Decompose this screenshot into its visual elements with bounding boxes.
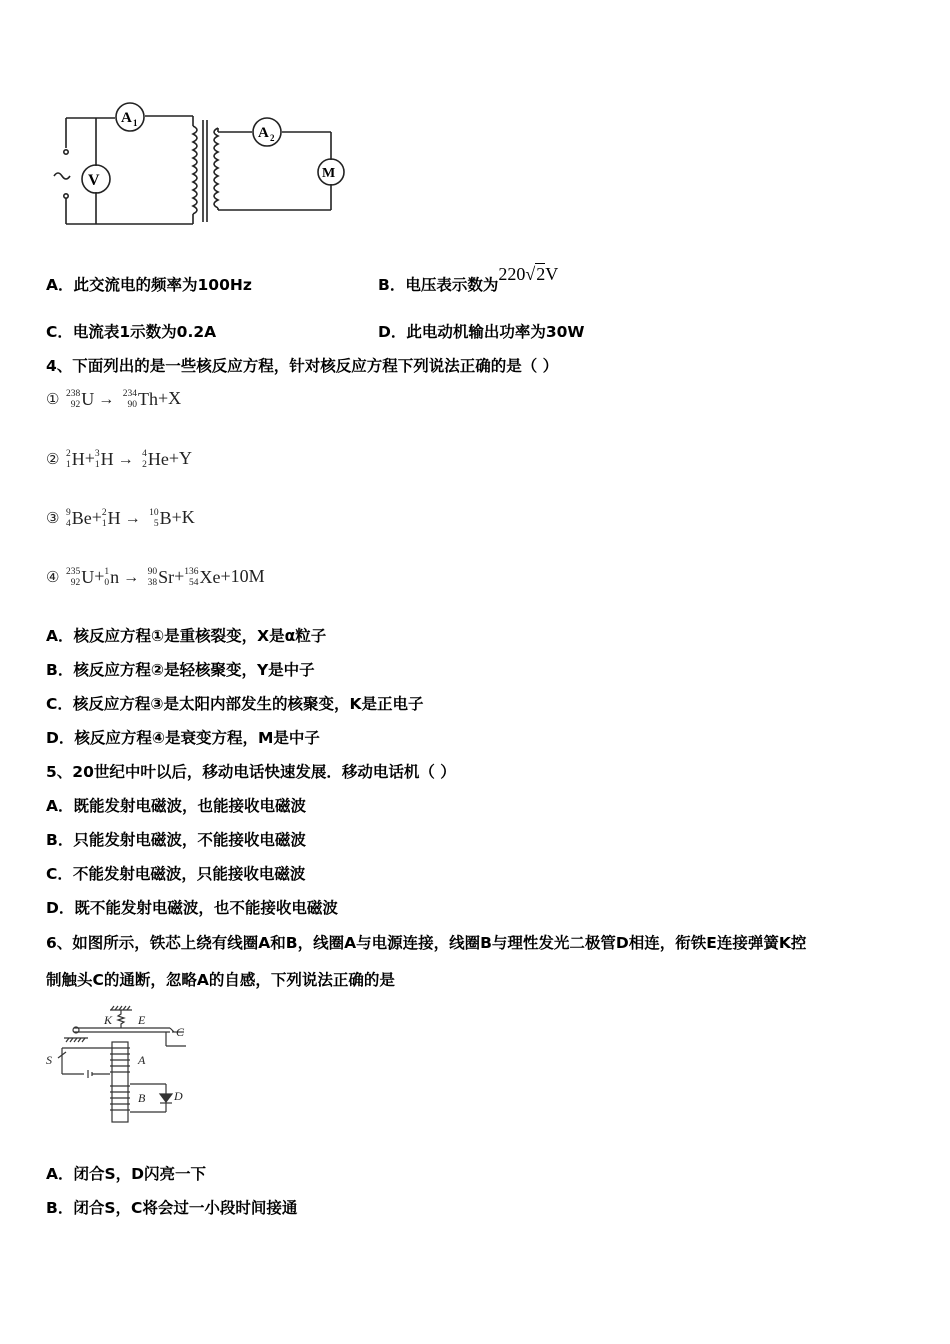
transformer-circuit-figure (48, 98, 368, 233)
q4-option-d: D．核反应方程④是衰变方程，M是中子 (46, 729, 320, 747)
q4-equation-4: ④ 235 92 U + 1 0 n → 90 38 Sr + 136 54 Xe +10M (46, 566, 265, 588)
relay-circuit-figure (44, 1002, 204, 1127)
q4-stem: 4、下面列出的是一些核反应方程，针对核反应方程下列说法正确的是（ ） (46, 357, 559, 375)
q5-option-c: C．不能发射电磁波，只能接收电磁波 (46, 865, 306, 883)
coil-b-label: B (138, 1091, 146, 1105)
coil-a-label: A (138, 1053, 146, 1067)
switch-s-label: S (46, 1053, 52, 1067)
q4-equation-2: ② 2 1 H + 3 1 H → 4 2 He +Y (46, 448, 193, 470)
a1-subscript: 1 (133, 118, 138, 128)
q4-equation-1: ① 238 92 U → 234 90 Th +X (46, 388, 182, 410)
a1-label: A (121, 110, 132, 126)
q6-stem-line1: 6、如图所示，铁芯上绕有线圈A和B，线圈A与电源连接，线圈B与理性发光二极管D相连，衔铁E连接弹簧K控 (46, 934, 807, 952)
diode-d-label: D (174, 1089, 183, 1103)
a2-label: A (258, 125, 269, 141)
q3-option-b-value: 220√2V (498, 264, 559, 284)
q4-equation-3: ③ 9 4 Be + 2 1 H → 10 5 B +K (46, 507, 195, 529)
q5-option-d: D．既不能发射电磁波，也不能接收电磁波 (46, 899, 338, 917)
motor-label: M (322, 166, 336, 181)
q5-option-a: A．既能发射电磁波，也能接收电磁波 (46, 797, 306, 815)
armature-e-label: E (138, 1013, 146, 1027)
v-label: V (88, 172, 100, 189)
q5-stem: 5、20世纪中叶以后，移动电话快速发展．移动电话机（ ） (46, 763, 456, 781)
q3-option-c: C．电流表1示数为0.2A (46, 323, 217, 341)
q3-option-b-prefix: B．电压表示数为 (378, 276, 499, 294)
q6-stem-line2: 制触头C的通断，忽略A的自感，下列说法正确的是 (46, 971, 395, 989)
q3-option-b (378, 264, 559, 295)
spring-k-label: K (104, 1013, 113, 1027)
q4-option-b: B．核反应方程②是轻核聚变，Y是中子 (46, 661, 315, 679)
q6-option-b: B．闭合S，C将会过一小段时间接通 (46, 1199, 298, 1217)
q4-option-a: A．核反应方程①是重核裂变，X是α粒子 (46, 627, 327, 645)
q6-option-a: A．闭合S，D闪亮一下 (46, 1165, 207, 1183)
q4-option-c: C．核反应方程③是太阳内部发生的核聚变，K是正电子 (46, 695, 424, 713)
q3-option-a: A．此交流电的频率为100Hz (46, 276, 252, 294)
q3-option-d: D．此电动机输出功率为30W (378, 323, 585, 341)
q5-option-b: B．只能发射电磁波，不能接收电磁波 (46, 831, 306, 849)
contact-c-label: C (176, 1025, 185, 1039)
a2-subscript: 2 (270, 133, 275, 143)
